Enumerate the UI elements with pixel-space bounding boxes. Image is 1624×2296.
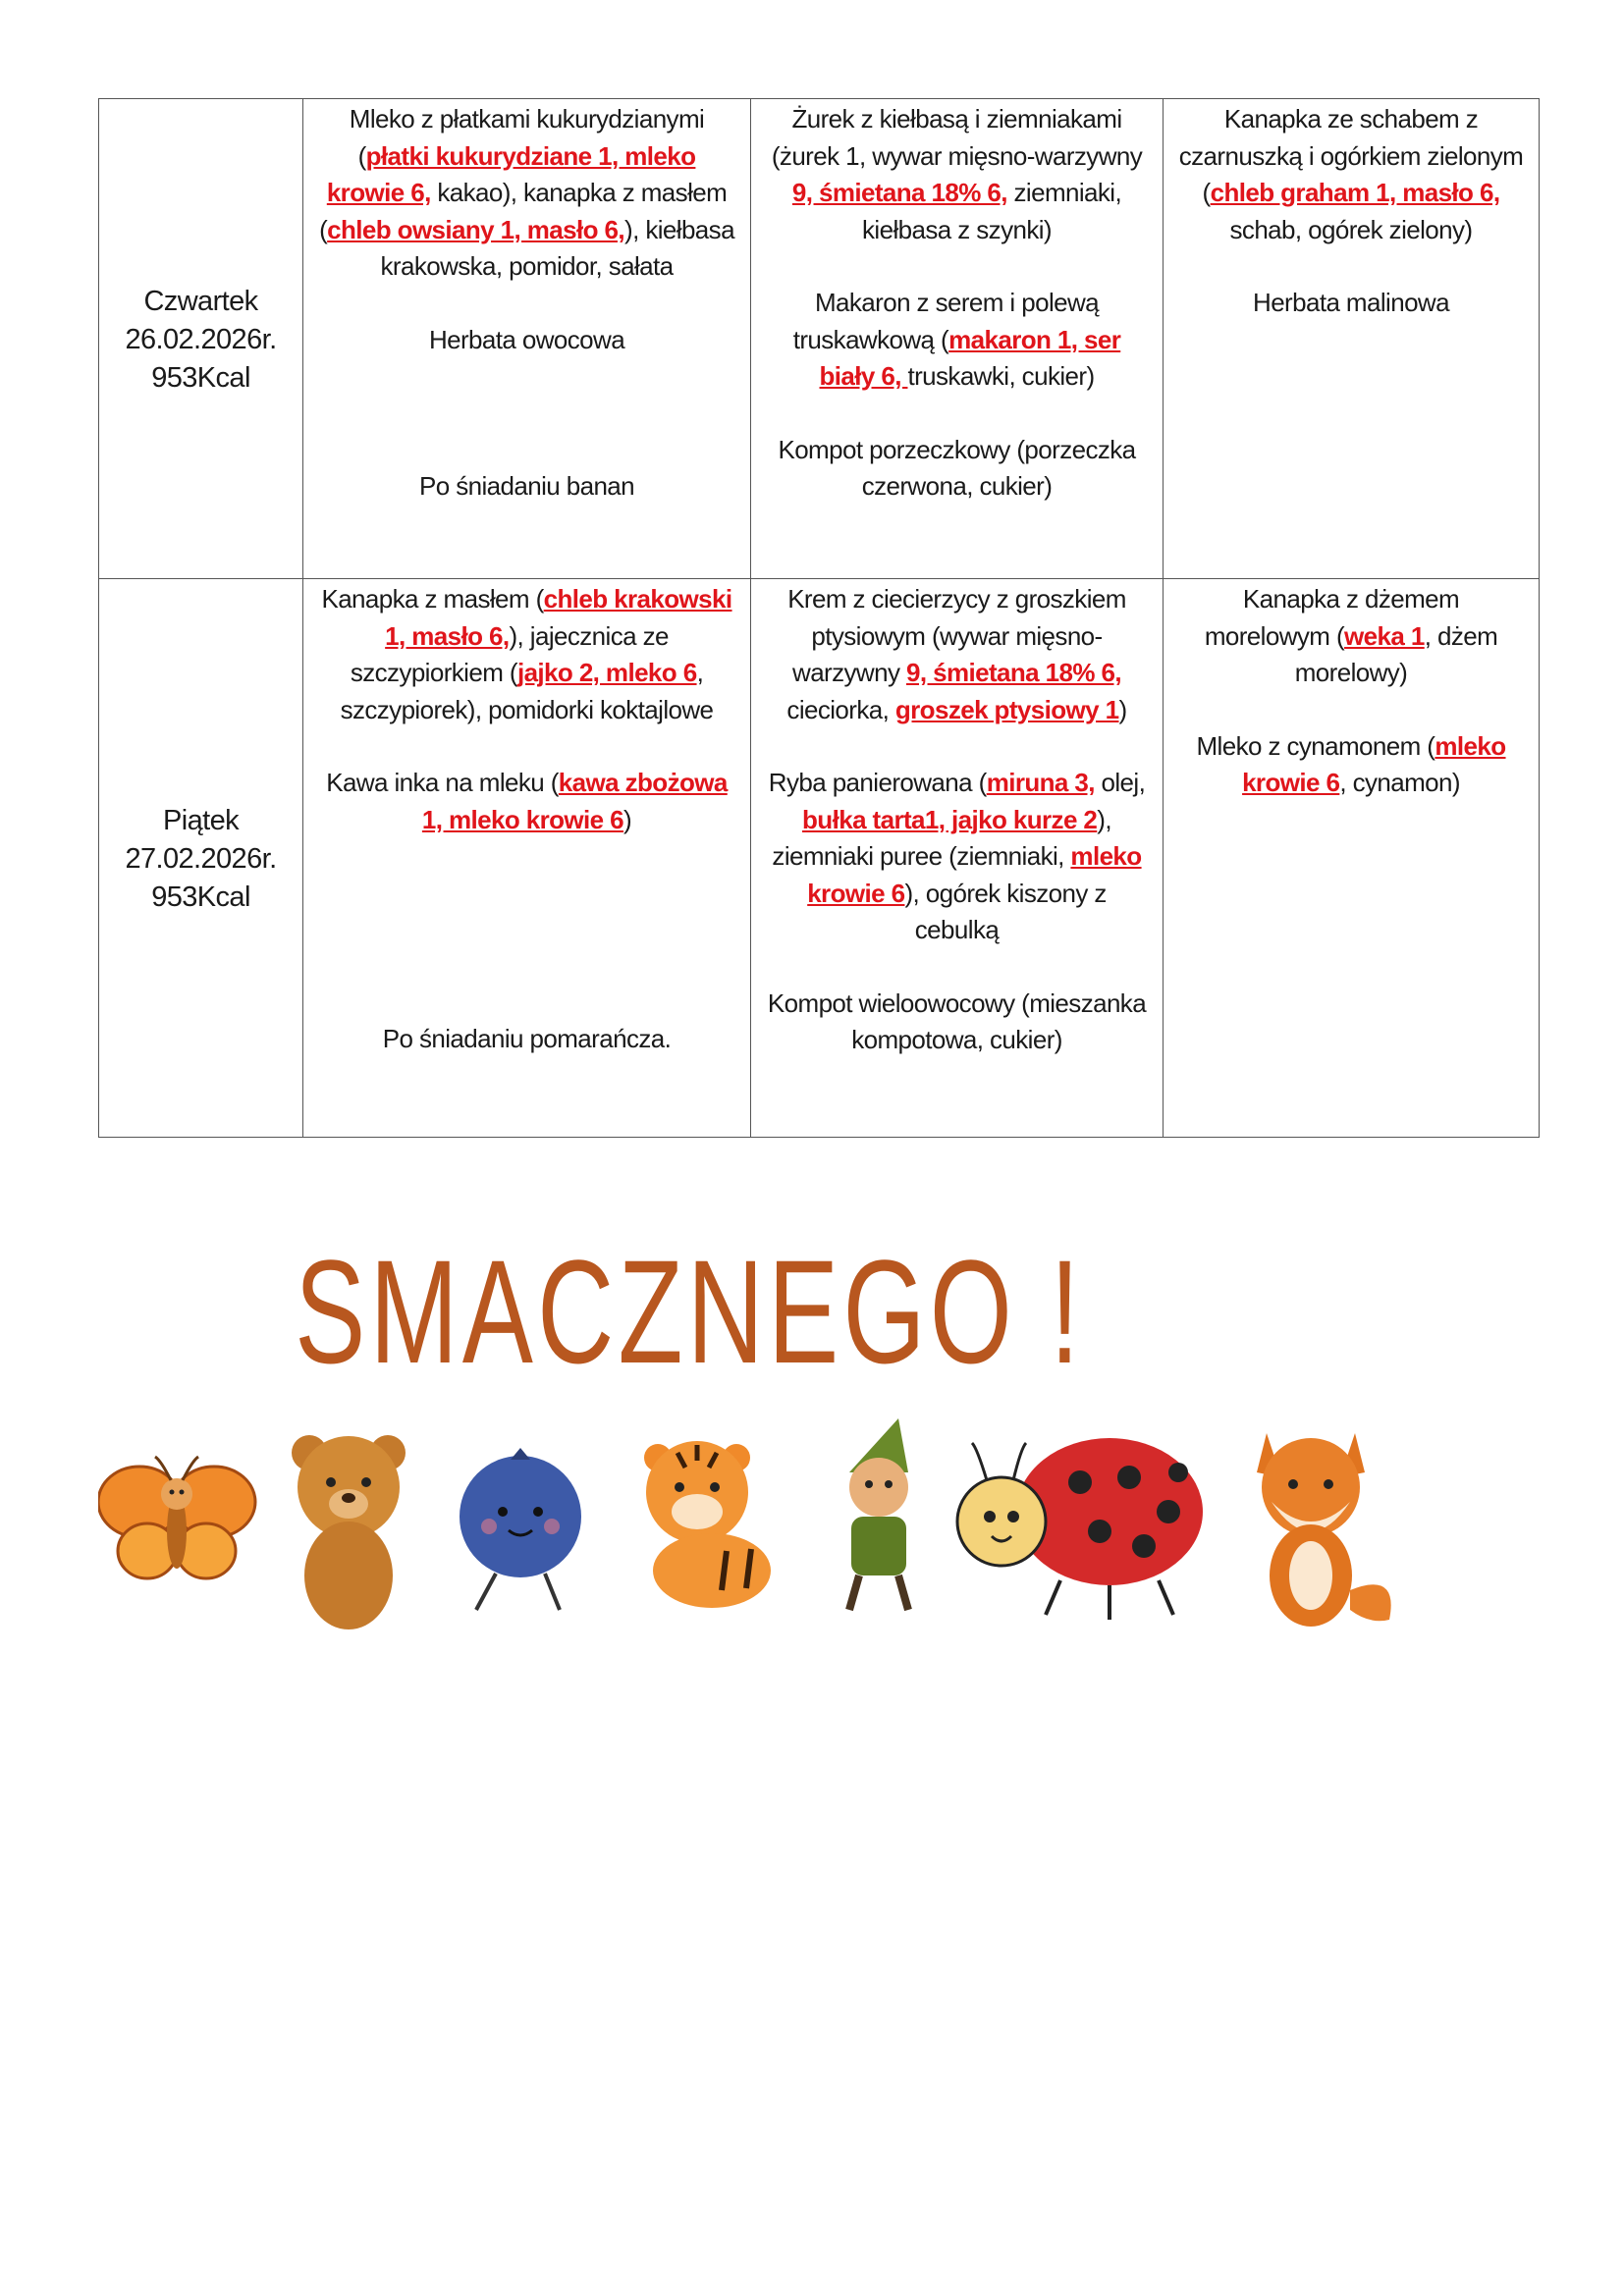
menu-row-thursday <box>99 99 1540 579</box>
day-name: Czwartek <box>143 285 258 317</box>
allergen-text: płatki kukurydziane 1, mleko krowie 6, <box>326 140 696 207</box>
snack-cell <box>1164 579 1540 1138</box>
text: ), ziemniaki puree (ziemniaki, <box>772 804 1111 871</box>
text: kakao), kanapka z masłem ( <box>319 178 728 244</box>
tiger-icon <box>644 1441 771 1608</box>
text: olej, <box>1094 768 1146 797</box>
allergen-text: 9, śmietana 18% 6, <box>791 178 1007 207</box>
text: truskawki, cukier) <box>907 361 1095 391</box>
animals-illustration <box>98 1404 1424 1649</box>
allergen-text: mleko krowie 6 <box>807 841 1142 908</box>
drink-text: Kompot wieloowocowy (mieszanka kompotowa, cukier) <box>767 988 1147 1054</box>
text: ) <box>623 804 632 834</box>
allergen-text: bułka tarta1, jajko kurze 2 <box>802 804 1098 834</box>
text: ( <box>357 140 366 171</box>
text: , szczypiorek), pomidorki koktajlowe <box>340 658 714 724</box>
text: ziemniaki, kiełbasa z szynki) <box>862 178 1122 244</box>
day-cell <box>99 99 303 579</box>
allergen-text: groszek ptysiowy 1 <box>894 694 1119 724</box>
gnome-icon <box>849 1418 908 1610</box>
day-cell <box>99 579 303 1138</box>
menu-row-friday <box>99 579 1540 1138</box>
page-title: SMACZNEGO ! <box>295 1229 1084 1394</box>
blueberry-icon <box>460 1448 581 1610</box>
allergen-text: jajko 2, mleko 6 <box>516 658 697 687</box>
text: ), jajecznica ze szczypiorkiem ( <box>350 620 669 687</box>
text: cieciorka, <box>786 694 895 724</box>
allergen-text: chleb graham 1, masło 6, <box>1210 178 1500 207</box>
menu-table <box>98 98 1540 1138</box>
text: Żurek z kiełbasą i ziemniakami (żurek 1, wywar mięsno-warzywny <box>771 104 1143 171</box>
breakfast-cell <box>303 99 751 579</box>
text: Kanapka ze schabem z czarnuszką i ogórkiem zielonym ( <box>1178 104 1524 207</box>
allergen-text: chleb krakowski 1, masło 6, <box>385 584 732 651</box>
allergen-text: miruna 3, <box>986 768 1095 797</box>
text: Kanapka z dżemem morelowym ( <box>1204 584 1460 651</box>
allergen-text: 9, śmietana 18% 6, <box>905 658 1121 687</box>
allergen-text: mleko krowie 6 <box>1242 730 1506 797</box>
after-breakfast-text: Po śniadaniu banan <box>418 471 635 501</box>
text: Ryba panierowana ( <box>768 768 987 797</box>
day-name: Piątek <box>163 804 239 836</box>
allergen-text: chleb owsiany 1, masło 6, <box>327 214 625 244</box>
text: ) <box>1118 694 1127 724</box>
text: Mleko z cynamonem ( <box>1196 730 1435 761</box>
text: , dżem morelowy) <box>1294 620 1498 687</box>
day-date: 27.02.2026r. <box>125 842 277 875</box>
text: Makaron z serem i polewą truskawkową ( <box>792 288 1100 354</box>
text: Kanapka z masłem ( <box>321 584 544 614</box>
breakfast-cell <box>303 579 751 1138</box>
text: Kawa inka na mleku ( <box>326 768 559 797</box>
text: Mleko z płatkami kukurydzianymi <box>349 104 705 133</box>
snack-cell <box>1164 99 1540 579</box>
text: ), kiełbasa krakowska, pomidor, sałata <box>380 214 734 281</box>
drink-text: Herbata malinowa <box>1253 288 1449 317</box>
day-kcal: 953Kcal <box>151 361 250 394</box>
drink-text: Kompot porzeczkowy (porzeczka czerwona, cukier) <box>778 434 1136 501</box>
text: ), ogórek kiszony z cebulką <box>904 878 1107 944</box>
text: Krem z ciecierzycy z groszkiem ptysiowym (wywar mięsno-warzywny <box>787 584 1126 687</box>
allergen-text: kawa zbożowa 1, mleko krowie 6 <box>421 768 728 834</box>
lunch-cell <box>751 579 1164 1138</box>
allergen-text: makaron 1, ser biały 6, <box>819 324 1121 391</box>
butterfly-icon <box>98 1457 255 1578</box>
fox-icon <box>1257 1433 1391 1627</box>
day-date: 26.02.2026r. <box>125 323 277 355</box>
drink-text: Herbata owocowa <box>428 324 625 354</box>
day-kcal: 953Kcal <box>151 881 250 913</box>
bear-icon <box>292 1435 406 1629</box>
lunch-cell <box>751 99 1164 579</box>
text: schab, ogórek zielony) <box>1229 214 1473 244</box>
allergen-text: weka 1 <box>1344 620 1425 651</box>
after-breakfast-text: Po śniadaniu pomarańcza. <box>382 1024 672 1053</box>
text: , cynamon) <box>1339 768 1460 797</box>
ladybug-icon <box>957 1438 1203 1620</box>
